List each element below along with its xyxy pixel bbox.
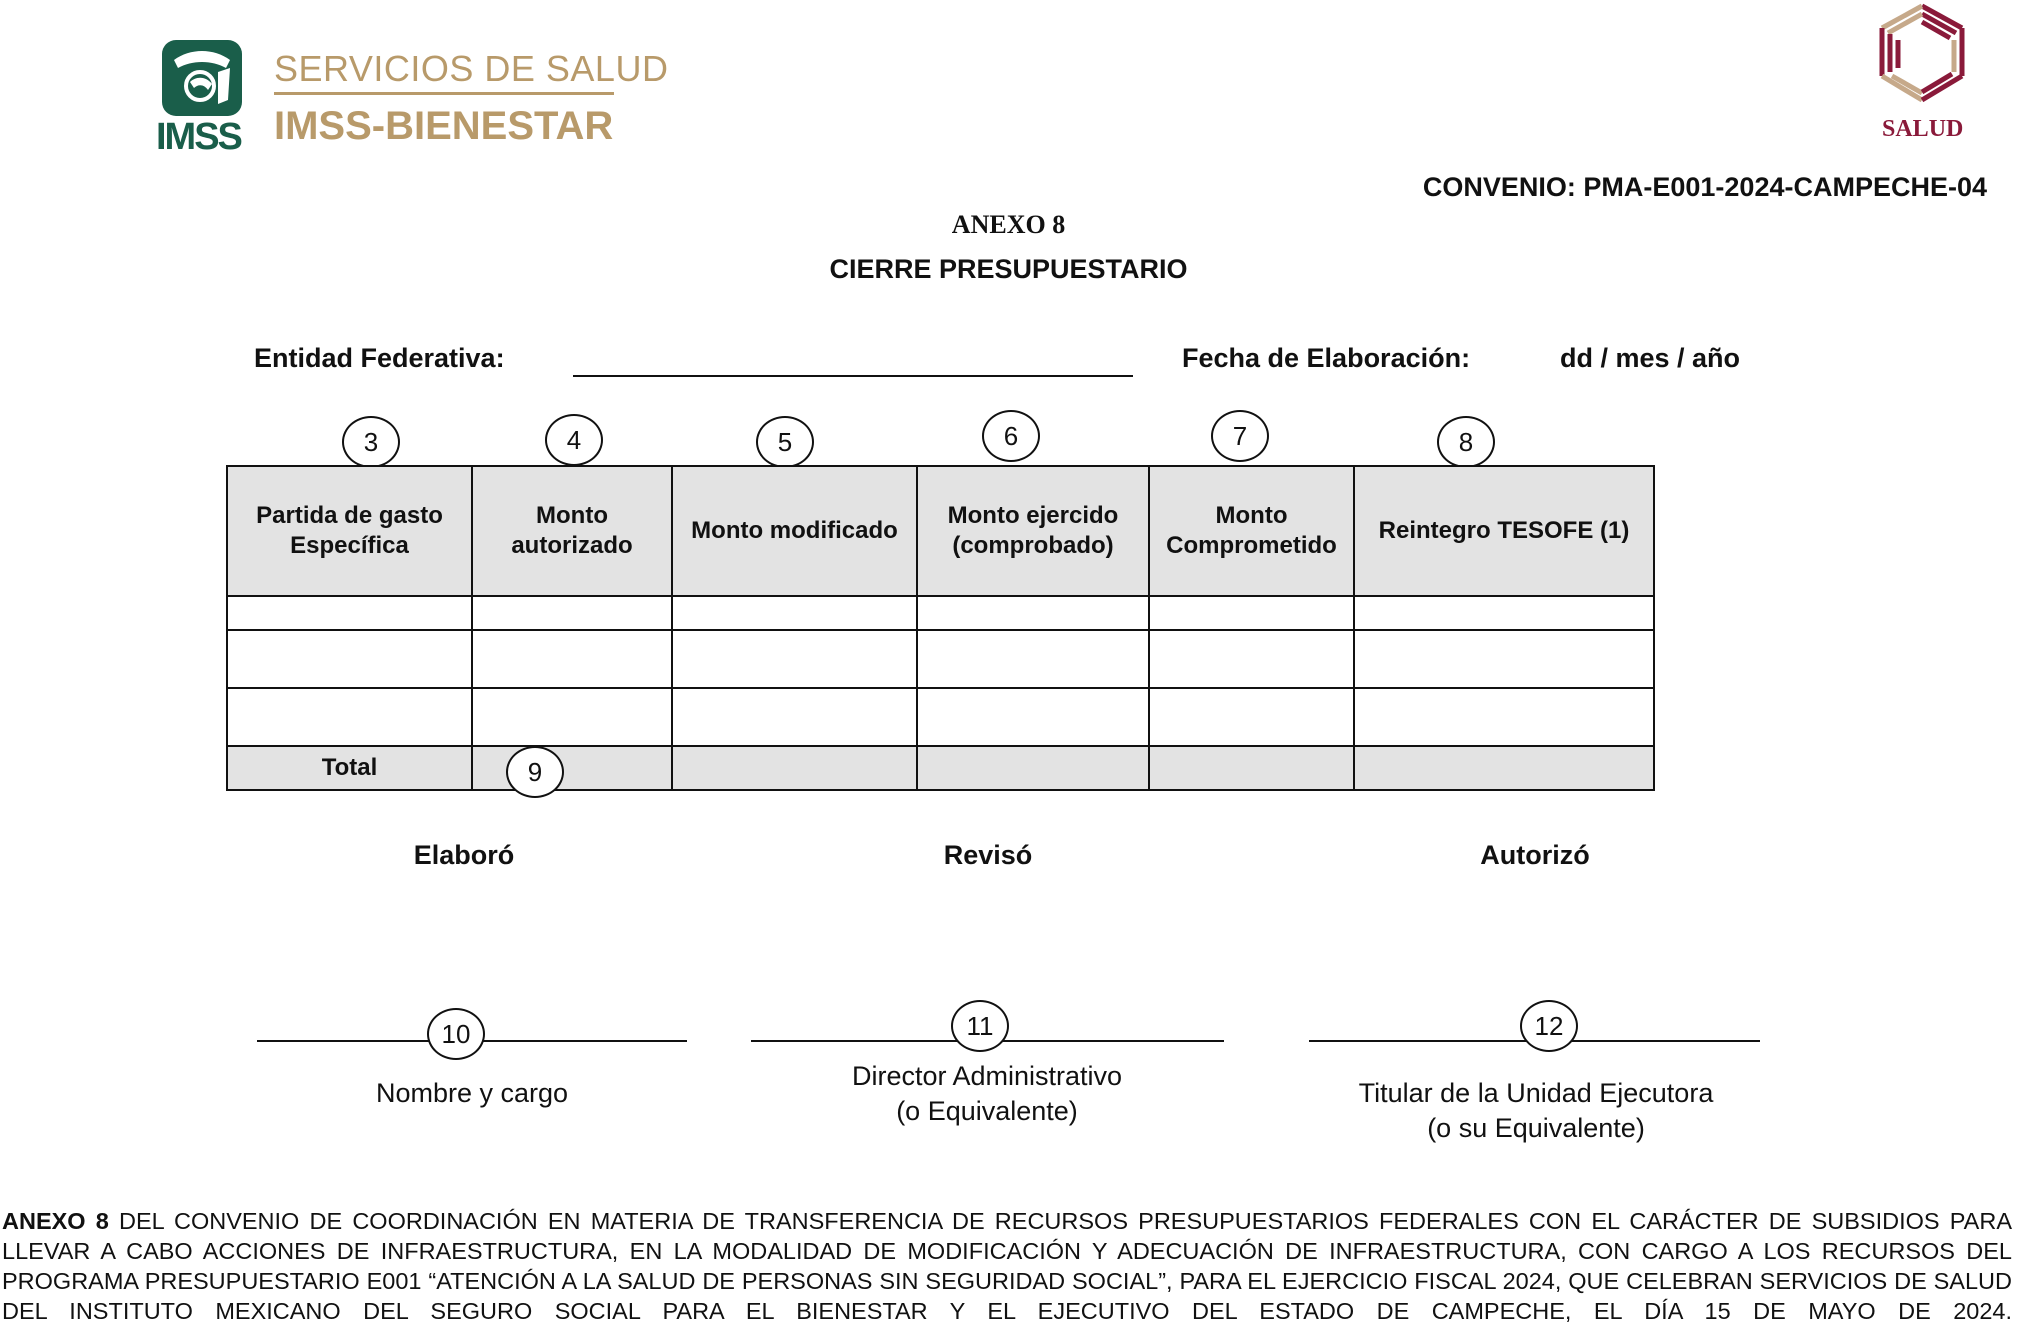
table-cell[interactable]	[672, 630, 917, 688]
marker-7: 7	[1211, 410, 1269, 462]
total-cell[interactable]	[672, 746, 917, 790]
signature-label-elaboro: Nombre y cargo	[375, 1078, 569, 1108]
table-header-row	[227, 466, 1654, 596]
footer-bold: ANEXO 8	[2, 1208, 109, 1234]
marker-3: 3	[342, 416, 400, 468]
col-partida-de-gasto: Partida de gasto Específica	[227, 466, 472, 596]
fecha-elaboracion-label: Fecha de Elaboración:	[1182, 343, 1471, 373]
autorizo-heading: Autorizó	[1480, 840, 1590, 870]
table-cell[interactable]	[227, 688, 472, 746]
imss-bienestar-text: IMSS-BIENESTAR	[274, 104, 614, 148]
col-reintegro-tesofe: Reintegro TESOFE (1)	[1354, 466, 1654, 596]
salud-wordmark: SALUD	[1882, 116, 1964, 142]
col-monto-comprometido: Monto Comprometido	[1149, 466, 1354, 596]
marker-4: 4	[545, 414, 603, 466]
table-cell[interactable]	[1149, 688, 1354, 746]
signature-label-autorizo: Titular de la Unidad Ejecutora (o su Equivalente)	[1358, 1078, 1714, 1144]
col-monto-ejercido: Monto ejercido (comprobado)	[917, 466, 1149, 596]
marker-8: 8	[1437, 416, 1495, 468]
table-cell[interactable]	[227, 596, 472, 630]
marker-6: 6	[982, 410, 1040, 462]
fecha-elaboracion-value[interactable]: dd / mes / año	[1560, 343, 1741, 373]
elaboro-heading: Elaboró	[413, 840, 515, 870]
table-cell[interactable]	[917, 596, 1149, 630]
table-cell[interactable]	[1149, 596, 1354, 630]
entidad-federativa-field[interactable]	[573, 375, 1133, 377]
marker-11: 11	[951, 1000, 1009, 1052]
total-cell[interactable]	[1149, 746, 1354, 790]
table-row	[227, 630, 1654, 688]
table-cell[interactable]	[1354, 596, 1654, 630]
marker-9: 9	[506, 746, 564, 798]
salud-hexagon-logo	[1870, 0, 1975, 112]
table-cell[interactable]	[1354, 630, 1654, 688]
table-row	[227, 596, 1654, 630]
table-cell[interactable]	[472, 630, 672, 688]
total-cell[interactable]	[1354, 746, 1654, 790]
signature-label-reviso: Director Administrativo (o Equivalente)	[851, 1061, 1123, 1127]
table-cell[interactable]	[472, 688, 672, 746]
col-monto-modificado: Monto modificado	[672, 466, 917, 596]
anexo-title: ANEXO 8	[951, 210, 1066, 239]
imss-wordmark: IMSS	[156, 116, 241, 158]
budget-closure-table	[226, 465, 1655, 791]
marker-5: 5	[756, 416, 814, 468]
imss-eagle-logo	[160, 38, 244, 118]
entidad-federativa-label: Entidad Federativa:	[254, 343, 505, 373]
logo-divider	[274, 92, 614, 95]
total-row	[227, 746, 1654, 790]
servicios-de-salud-text: SERVICIOS DE SALUD	[274, 48, 669, 89]
marker-12: 12	[1520, 1000, 1578, 1052]
document-title: CIERRE PRESUPUESTARIO	[829, 254, 1188, 284]
table-cell[interactable]	[472, 596, 672, 630]
col-monto-autorizado: Monto autorizado	[472, 466, 672, 596]
table-cell[interactable]	[917, 630, 1149, 688]
total-cell[interactable]	[917, 746, 1149, 790]
footer-body: DEL CONVENIO DE COORDINACIÓN EN MATERIA DE TRANSFERENCIA DE RECURSOS PRESUPUESTARIOS FEDERALES CON EL CARÁCTER DE SUBSIDIOS PARA LLEVAR A CABO ACCIONES DE INFRAESTRUCTURA, EN LA MODALIDAD DE MODIFICACIÓN Y ADECUACIÓN DE INFRAESTRUCTURA, CON CARGO A LOS RECURSOS DEL PROGRAMA PRESUPUESTARIO E001 “ATENCIÓN A LA SALUD DE PERSONAS SIN SEGURIDAD SOCIAL”, PARA EL EJERCICIO FISCAL 2024, QUE CELEBRAN SERVICIOS DE SALUD DEL INSTITUTO MEXICANO DEL SEGURO SOCIAL PARA EL BIENESTAR Y EL EJECUTIVO DEL ESTADO DE CAMPECHE, EL DÍA 15 DE MAYO DE 2024.	[2, 1208, 2012, 1324]
table-cell[interactable]	[1354, 688, 1654, 746]
marker-10: 10	[427, 1008, 485, 1060]
convenio-number: CONVENIO: PMA-E001-2024-CAMPECHE-04	[1422, 172, 1987, 202]
table-cell[interactable]	[1149, 630, 1354, 688]
table-cell[interactable]	[672, 596, 917, 630]
footer-legal-text	[2, 1206, 2012, 1326]
table-cell[interactable]	[227, 630, 472, 688]
table-row	[227, 688, 1654, 746]
total-cell[interactable]	[472, 746, 672, 790]
table-cell[interactable]	[672, 688, 917, 746]
reviso-heading: Revisó	[943, 840, 1033, 870]
table-cell[interactable]	[917, 688, 1149, 746]
total-label: Total	[227, 746, 472, 790]
